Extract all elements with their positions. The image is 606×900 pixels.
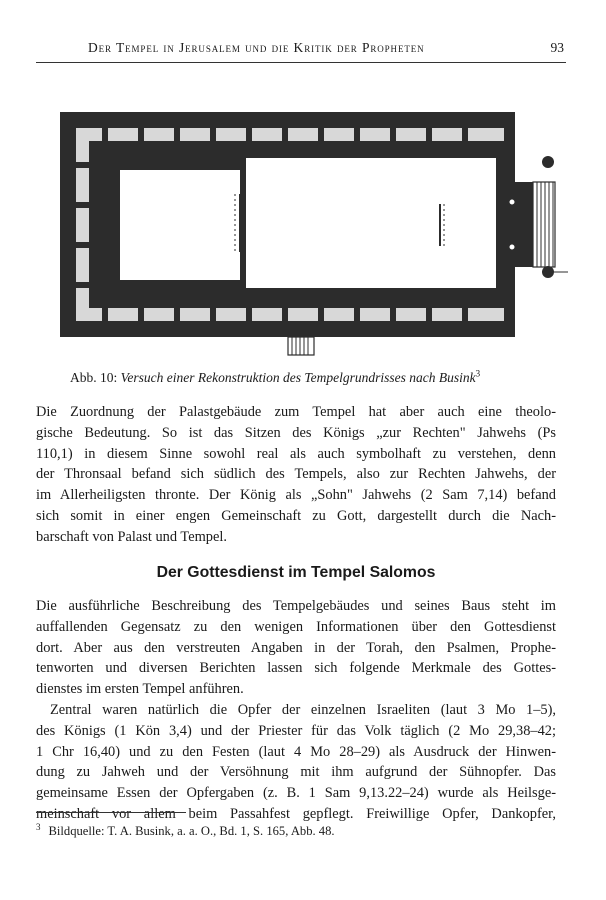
footnote-mark: 3 bbox=[36, 822, 41, 832]
text-line: meinschaft vor allem beim Passahfest gepflegt. Freiwillige Opfer, Dankopfer, bbox=[36, 805, 556, 822]
text-line: gemeinsame Essen der Opfergaben (z. B. 1 Sam 9,13.22–24) wurde als Heilsge- bbox=[36, 785, 556, 802]
page-number: 93 bbox=[550, 40, 564, 55]
text-line: auffallenden Gegensatz zu den wenigen Informationen über den Gottesdienst bbox=[36, 618, 556, 635]
text-line: 1 Chr 16,40) und zu den Festen (laut 4 Mo 28–29) als Ausdruck der Hinwen- bbox=[36, 743, 556, 760]
text-line: 110,1) in diesem Sinne sowohl real als auch symbolhaft zu verstehen, denn bbox=[36, 445, 556, 462]
text-line: des Königs (1 Kön 3,4) und der Priester für das Volk täglich (2 Mo 29,38–42; bbox=[36, 722, 556, 739]
text-line: dienstes im ersten Tempel anführen. bbox=[36, 681, 244, 698]
figure-caption bbox=[70, 370, 550, 386]
text-line: barschaft von Palast und Tempel. bbox=[36, 528, 227, 545]
footnote-rule bbox=[36, 812, 186, 813]
paragraph-sacrifices bbox=[36, 700, 556, 825]
text-line: dung zu Jahweh und der Versöhnung mit ihm aufgrund der Sühnopfer. Das bbox=[36, 764, 556, 781]
temple-floor-plan bbox=[40, 92, 570, 360]
main-hall bbox=[235, 158, 496, 288]
paragraph-worship-intro bbox=[36, 596, 556, 700]
running-header bbox=[36, 38, 566, 63]
text-line: dort. Aber aus den verstreuten Angaben in der Torah, den Psalmen, Prophe- bbox=[36, 639, 556, 656]
section-heading: Der Gottesdienst im Tempel Salomos bbox=[156, 564, 436, 581]
running-title: Der Tempel in Jerusalem und die Kritik der Propheten bbox=[88, 40, 425, 55]
text-line: Die Zuordnung der Palastgebäude zum Tempel hat aber auch eine theolo- bbox=[36, 404, 556, 420]
text-line: im Allerheiligsten thronte. Der König als „Sohn" Jahwehs (2 Sam 7,14) befand bbox=[36, 487, 556, 504]
holy-of-holies bbox=[120, 170, 240, 280]
text-line: Zentral waren natürlich die Opfer der einzelnen Israeliten (laut 3 Mo 1–5), bbox=[50, 702, 556, 718]
text-line: der Thronsaal befand sich südlich des Tempels, also zur Rechten Jahwehs, der bbox=[36, 466, 556, 483]
text-line: sich somit in einer engen Gemeinschaft zu Gott, dargestellt durch die Nach- bbox=[36, 507, 556, 524]
caption-text: Versuch einer Rekonstruktion des Tempelgrundrisses nach Busink bbox=[120, 370, 476, 385]
stair-structure bbox=[288, 337, 314, 355]
paragraph-palace-theology bbox=[36, 402, 556, 548]
footnote-text: Bildquelle: T. A. Busink, a. a. O., Bd. 1, S. 165, Abb. 48. bbox=[48, 824, 335, 839]
porch bbox=[509, 182, 555, 267]
text-line: Die ausführliche Beschreibung des Tempelgebäudes und seines Baus steht im bbox=[36, 598, 556, 614]
caption-note-ref: 3 bbox=[475, 368, 481, 379]
caption-label: Abb. 10: bbox=[70, 370, 118, 385]
text-line: gische Bedeutung. So ist das Sitzen des Königs „zur Rechten" Jahwehs (Ps bbox=[36, 424, 556, 441]
text-line: tenworten und diversen Berichten lassen sich folgende Merkmale des Gottes- bbox=[36, 660, 556, 677]
footnote bbox=[36, 822, 556, 839]
